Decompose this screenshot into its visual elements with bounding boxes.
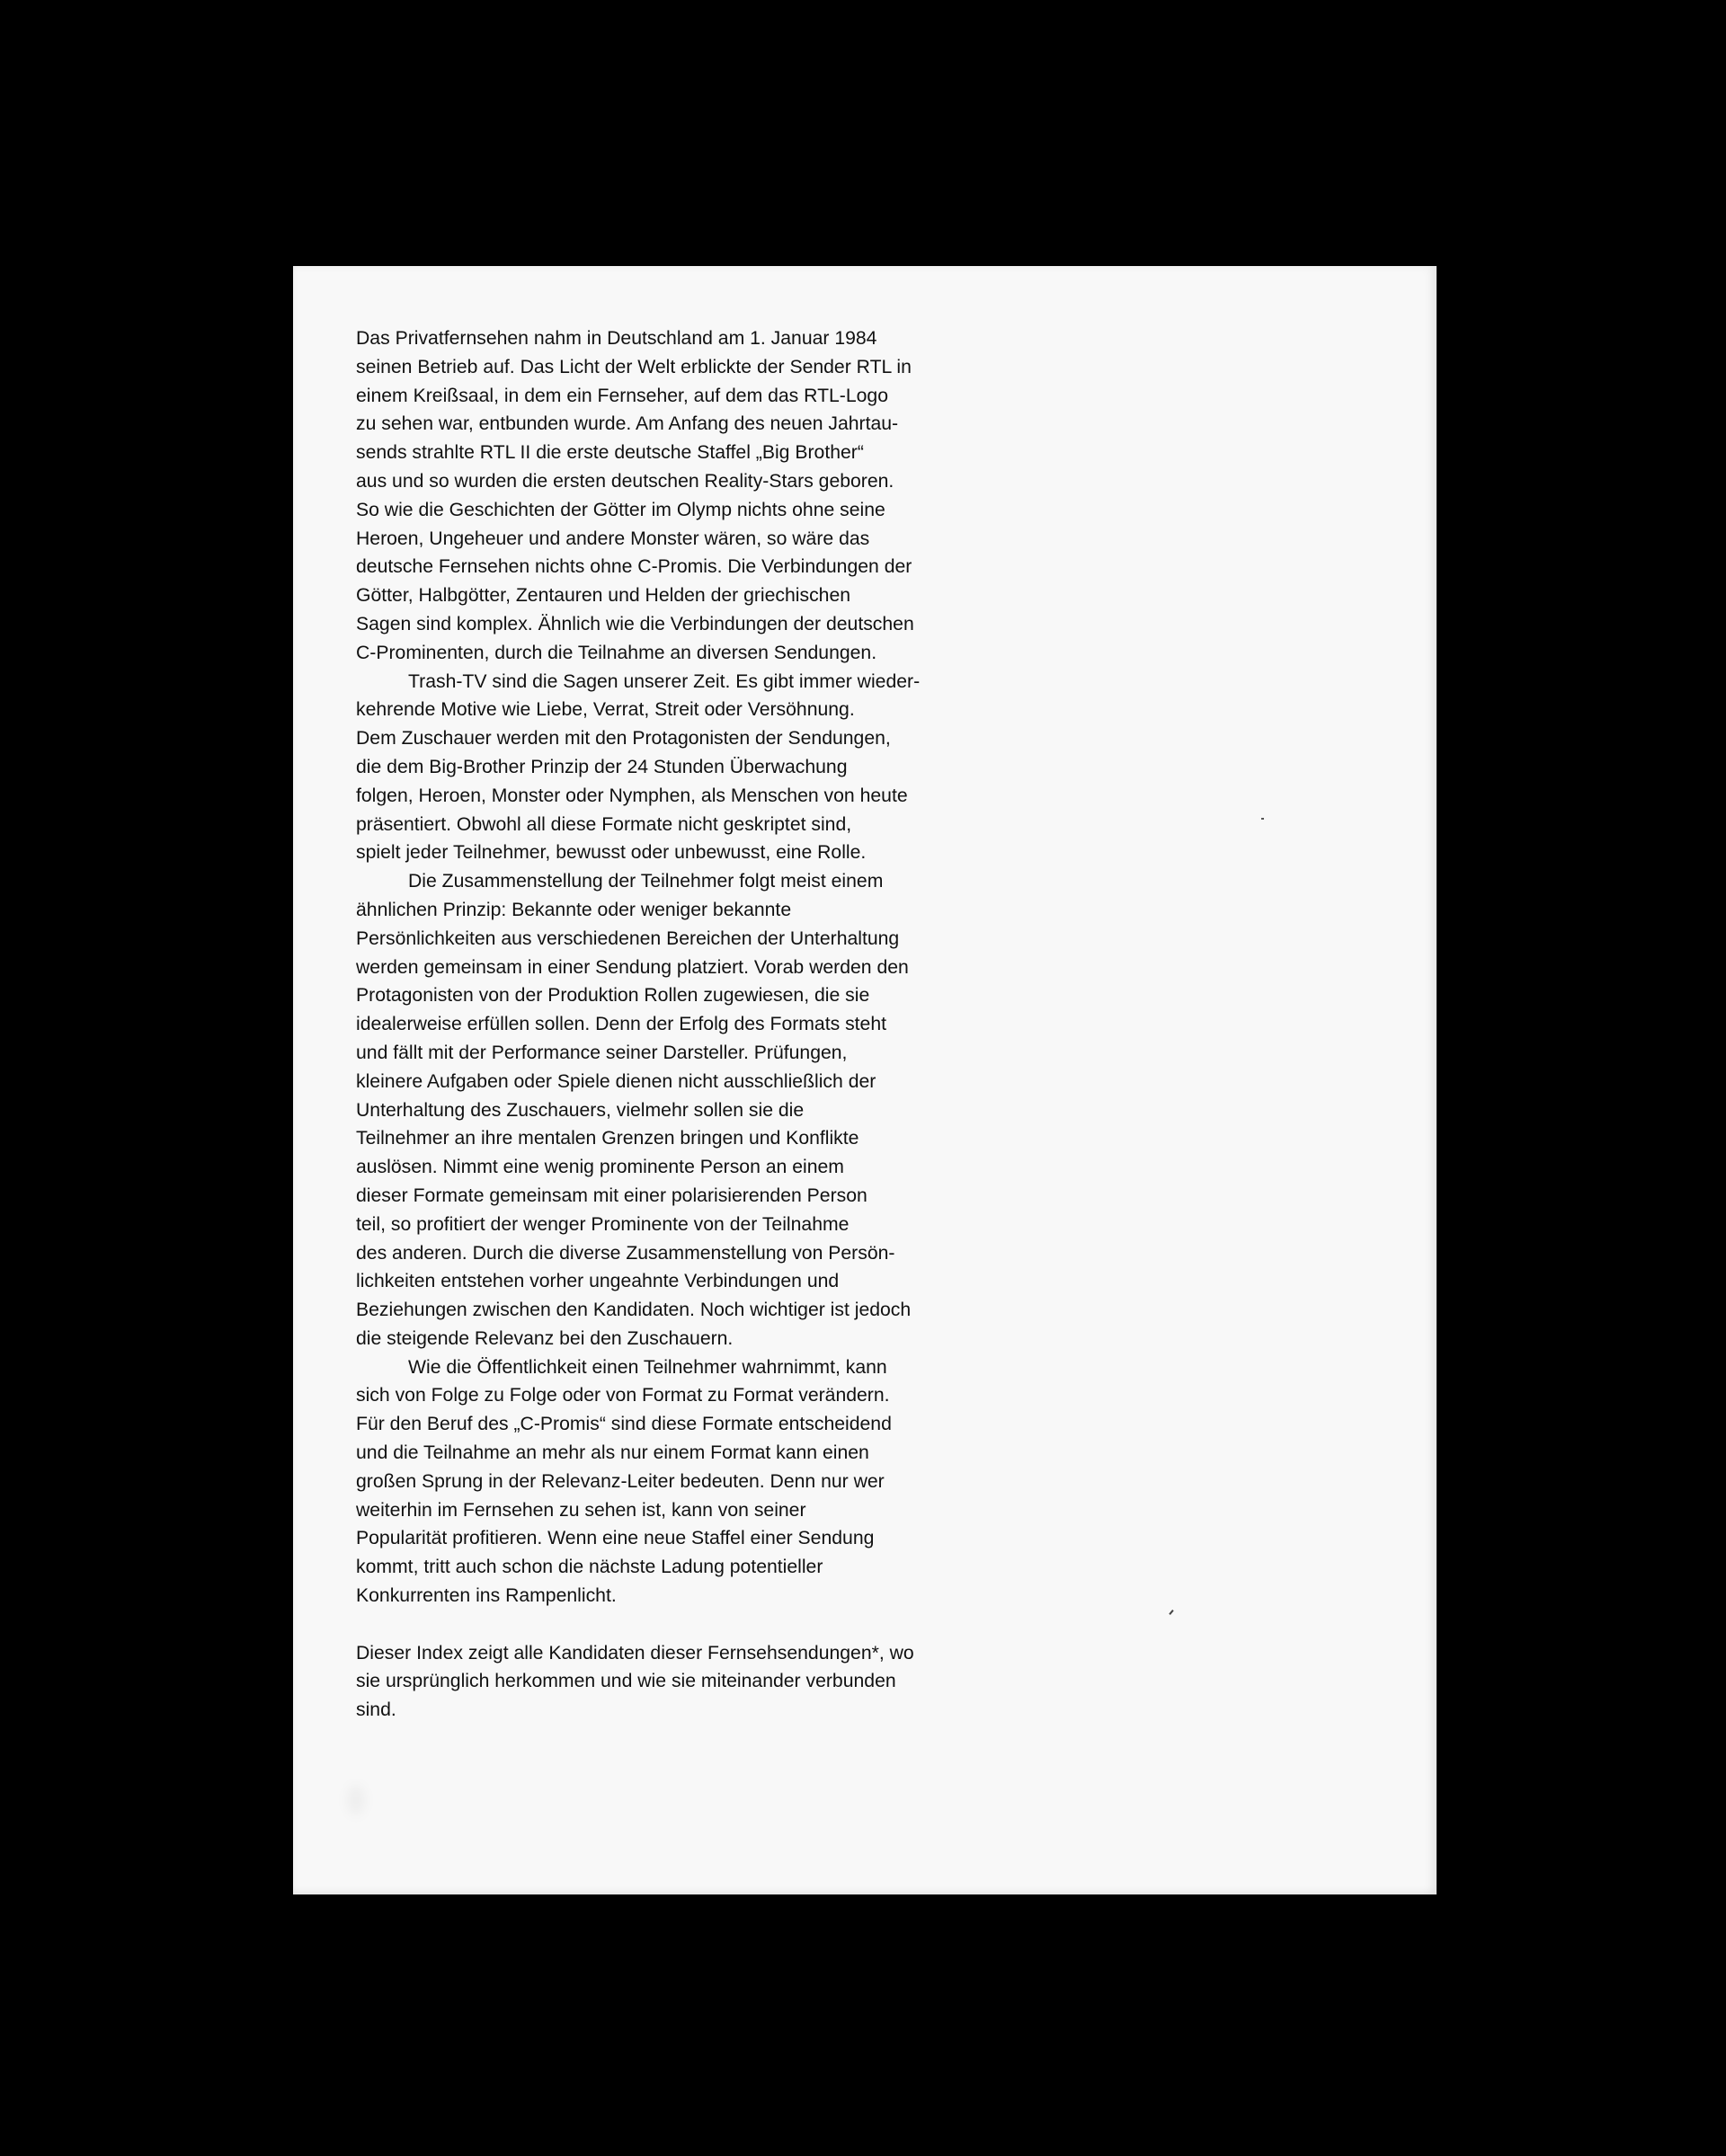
paragraph-5 — [356, 1639, 985, 1725]
text-line: Dem Zuschauer werden mit den Protagonisten der Sendungen, — [356, 728, 891, 750]
text-line: Götter, Halbgötter, Zentauren und Helden der griechischen — [356, 585, 851, 607]
text-line: idealerweise erfüllen sollen. Denn der Erfolg des Formats steht — [356, 1014, 887, 1035]
text-line: kleinere Aufgaben oder Spiele dienen nicht ausschließlich der — [356, 1070, 876, 1092]
paragraph-4 — [356, 1353, 985, 1610]
text-line: seinen Betrieb auf. Das Licht der Welt erblickte der Sender RTL in — [356, 356, 912, 377]
paper-smudge — [347, 1785, 365, 1815]
text-line: und die Teilnahme an mehr als nur einem Format kann einen — [356, 1442, 869, 1464]
text-line: auslösen. Nimmt eine wenig prominente Person an einem — [356, 1157, 844, 1178]
paragraph-2 — [356, 668, 985, 868]
text-line: Teilnehmer an ihre mentalen Grenzen bringen und Konflikte — [356, 1128, 859, 1149]
text-line: Trash-TV sind die Sagen unserer Zeit. Es gibt immer wieder- — [408, 670, 921, 692]
text-line: Heroen, Ungeheuer und andere Monster wären, so wäre das — [356, 528, 870, 549]
text-line: sends strahlte RTL II die erste deutsche Staffel „Big Brother“ — [356, 442, 864, 464]
text-line: zu sehen war, entbunden wurde. Am Anfang des neuen Jahrtau- — [356, 413, 899, 435]
text-line: sich von Folge zu Folge oder von Format zu Format verändern. — [356, 1385, 890, 1406]
text-line: des anderen. Durch die diverse Zusammenstellung von Persön- — [356, 1242, 895, 1264]
text-line: die dem Big-Brother Prinzip der 24 Stunden Überwachung — [356, 756, 848, 777]
text-line: großen Sprung in der Relevanz-Leiter bedeuten. Denn nur wer — [356, 1470, 885, 1492]
text-line: kehrende Motive wie Liebe, Verrat, Streit oder Versöhnung. — [356, 699, 855, 721]
paper-sheet — [293, 266, 1437, 1894]
paragraph-1 — [356, 324, 985, 668]
text-line: sie ursprünglich herkommen und wie sie miteinander verbunden — [356, 1671, 896, 1692]
text-line: Für den Beruf des „C-Promis“ sind diese Formate entscheidend — [356, 1414, 892, 1435]
text-line: spielt jeder Teilnehmer, bewusst oder unbewusst, eine Rolle. — [356, 842, 867, 864]
text-line: C-Prominenten, durch die Teilnahme an diversen Sendungen. — [356, 642, 877, 663]
text-line: folgen, Heroen, Monster oder Nymphen, als Menschen von heute — [356, 785, 908, 806]
text-line: Konkurrenten ins Rampenlicht. — [356, 1585, 617, 1607]
paper-speck — [1169, 1610, 1173, 1615]
text-line: ähnlichen Prinzip: Bekannte oder weniger bekannte — [356, 899, 792, 920]
text-line: aus und so wurden die ersten deutschen Reality-Stars geboren. — [356, 470, 894, 492]
paragraph-3 — [356, 867, 985, 1353]
body-text — [356, 324, 985, 1725]
paper-speck — [1261, 818, 1264, 820]
text-line: sind. — [356, 1699, 396, 1721]
text-line: Beziehungen zwischen den Kandidaten. Noch wichtiger ist jedoch — [356, 1300, 912, 1321]
text-line: und fällt mit der Performance seiner Darsteller. Prüfungen, — [356, 1042, 848, 1063]
text-line: Das Privatfernsehen nahm in Deutschland am 1. Januar 1984 — [356, 328, 877, 349]
text-line: Sagen sind komplex. Ähnlich wie die Verbindungen der deutschen — [356, 613, 914, 634]
text-line: weiterhin im Fernsehen zu sehen ist, kann von seiner — [356, 1499, 806, 1521]
text-line: teil, so profitiert der wenger Prominente von der Teilnahme — [356, 1213, 850, 1235]
text-line: Popularität profitieren. Wenn eine neue Staffel einer Sendung — [356, 1528, 875, 1549]
text-line: werden gemeinsam in einer Sendung platziert. Vorab werden den — [356, 956, 909, 978]
text-line: Unterhaltung des Zuschauers, vielmehr sollen sie die — [356, 1099, 805, 1121]
text-line: präsentiert. Obwohl all diese Formate nicht geskriptet sind, — [356, 813, 852, 835]
text-line: einem Kreißsaal, in dem ein Fernseher, auf dem das RTL-Logo — [356, 385, 888, 406]
text-line: Protagonisten von der Produktion Rollen zugewiesen, die sie — [356, 985, 870, 1007]
text-line: Persönlichkeiten aus verschiedenen Bereichen der Unterhaltung — [356, 927, 900, 949]
text-line: So wie die Geschichten der Götter im Olymp nichts ohne seine — [356, 499, 885, 520]
text-line: kommt, tritt auch schon die nächste Ladung potentieller — [356, 1557, 823, 1578]
text-line: dieser Formate gemeinsam mit einer polarisierenden Person — [356, 1184, 867, 1206]
text-line: lichkeiten entstehen vorher ungeahnte Verbindungen und — [356, 1271, 840, 1292]
text-line: die steigende Relevanz bei den Zuschauern. — [356, 1327, 734, 1349]
paragraph-gap — [356, 1610, 985, 1639]
text-line: Die Zusammenstellung der Teilnehmer folgt meist einem — [408, 871, 884, 892]
text-line: Dieser Index zeigt alle Kandidaten dieser Fernsehsendungen*, wo — [356, 1642, 914, 1664]
text-line: deutsche Fernsehen nichts ohne C-Promis. Die Verbindungen der — [356, 556, 912, 578]
text-line: Wie die Öffentlichkeit einen Teilnehmer wahrnimmt, kann — [408, 1356, 887, 1378]
